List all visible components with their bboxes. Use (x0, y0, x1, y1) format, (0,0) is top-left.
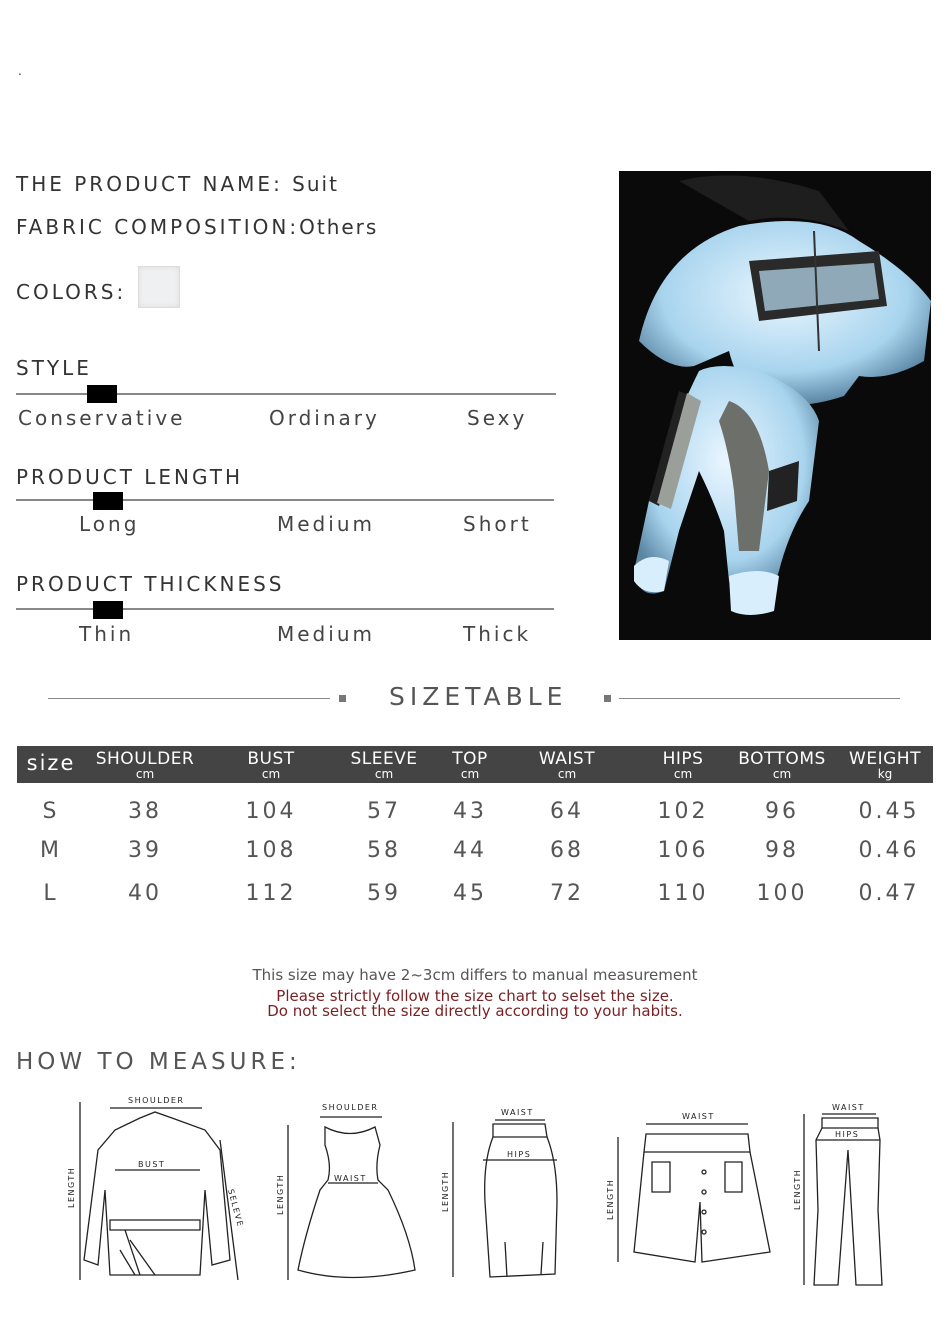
cell-hips: 106 (657, 838, 709, 863)
cell-waist: 68 (550, 838, 584, 863)
pants-length-label: LENGTH (793, 1168, 802, 1210)
cell-shoulder: 38 (128, 799, 162, 824)
cell-size: L (43, 881, 59, 906)
dress-diagram (270, 1095, 420, 1295)
jacket-length-label: LENGTH (67, 1166, 76, 1208)
length-option-medium: Medium (277, 512, 375, 536)
style-marker[interactable] (87, 385, 117, 403)
length-option-short: Short (463, 512, 532, 536)
size-table-header (17, 746, 933, 783)
shorts-waist-label: WAIST (682, 1112, 715, 1121)
cell-weight: 0.45 (858, 799, 920, 824)
cell-top: 44 (453, 838, 487, 863)
jacket-shoulder-label: SHOULDER (128, 1096, 185, 1105)
product-photo (619, 171, 931, 640)
thickness-option-thin: Thin (79, 622, 135, 646)
cell-hips: 110 (657, 881, 709, 906)
product-name-label: THE PRODUCT NAME: (16, 172, 283, 196)
cell-sleeve: 58 (367, 838, 401, 863)
length-marker[interactable] (93, 492, 123, 510)
length-title: PRODUCT LENGTH (16, 465, 244, 489)
fabric-label: FABRIC COMPOSITION: (16, 215, 300, 239)
cell-shoulder: 39 (128, 838, 162, 863)
product-name-row (16, 172, 339, 196)
style-option-ordinary: Ordinary (269, 406, 380, 430)
top-mark: . (18, 64, 22, 78)
cell-waist: 72 (550, 881, 584, 906)
style-option-sexy: Sexy (467, 406, 528, 430)
style-title: STYLE (16, 356, 92, 380)
shorts-length-label: LENGTH (606, 1178, 615, 1220)
cell-hips: 102 (657, 799, 709, 824)
col-bottoms: BOTTOMS cm (738, 749, 826, 781)
size-table-body (17, 795, 933, 915)
cell-bottoms: 98 (765, 838, 799, 863)
col-weight: WEIGHT kg (849, 749, 921, 781)
reflective-suit-illustration (619, 171, 931, 640)
sizetable-title: SIZETABLE (389, 682, 568, 711)
col-shoulder: SHOULDER cm (95, 749, 195, 781)
jacket-diagram (60, 1090, 260, 1290)
pants-hips-label: HIPS (835, 1130, 860, 1139)
cell-size: M (40, 838, 62, 863)
shorts-diagram (600, 1102, 780, 1292)
cell-weight: 0.47 (858, 881, 920, 906)
cell-shoulder: 40 (128, 881, 162, 906)
pants-waist-label: WAIST (832, 1103, 865, 1112)
col-waist: WAIST cm (538, 749, 596, 781)
cell-bust: 108 (245, 838, 297, 863)
cell-waist: 64 (550, 799, 584, 824)
thickness-option-thick: Thick (463, 622, 532, 646)
col-hips: HIPS cm (662, 749, 704, 781)
cell-bottoms: 100 (756, 881, 808, 906)
skirt-length-label: LENGTH (441, 1170, 450, 1212)
thickness-marker[interactable] (93, 601, 123, 619)
colors-label: COLORS: (16, 280, 127, 304)
fabric-value: Others (299, 215, 379, 239)
sizetable-rule-left (48, 698, 330, 699)
dress-waist-label: WAIST (334, 1174, 367, 1183)
cell-top: 45 (453, 881, 487, 906)
length-option-long: Long (79, 512, 140, 536)
style-option-conservative: Conservative (18, 406, 186, 430)
cell-size: S (42, 799, 60, 824)
col-sleeve: SLEEVE cm (350, 749, 418, 781)
cell-sleeve: 57 (367, 799, 401, 824)
skirt-hips-label: HIPS (507, 1150, 532, 1159)
skirt-diagram (435, 1102, 565, 1292)
cell-weight: 0.46 (858, 838, 920, 863)
cell-bust: 104 (245, 799, 297, 824)
dress-length-label: LENGTH (276, 1173, 285, 1215)
cell-sleeve: 59 (367, 881, 401, 906)
fabric-row (16, 215, 378, 239)
sizetable-dot-left (339, 695, 346, 702)
sizetable-dot-right (604, 695, 611, 702)
dress-shoulder-label: SHOULDER (322, 1103, 379, 1112)
col-top: TOP cm (452, 749, 488, 781)
note-measurement: This size may have 2~3cm differs to manual measurement (252, 966, 698, 984)
col-bust: BUST cm (247, 749, 295, 781)
col-size: size (26, 751, 76, 775)
thickness-title: PRODUCT THICKNESS (16, 572, 285, 596)
skirt-waist-label: WAIST (501, 1108, 534, 1117)
color-swatch[interactable] (138, 266, 180, 308)
how-to-measure-title: HOW TO MEASURE: (16, 1049, 301, 1075)
pants-diagram (790, 1100, 910, 1295)
sizetable-rule-right (619, 698, 900, 699)
note-habits: Do not select the size directly according to your habits. (267, 1002, 683, 1020)
cell-bottoms: 96 (765, 799, 799, 824)
cell-top: 43 (453, 799, 487, 824)
note-follow-chart: Please strictly follow the size chart to selset the size. (276, 987, 674, 1005)
thickness-option-medium: Medium (277, 622, 375, 646)
product-name-value: Suit (292, 172, 339, 196)
jacket-sleeve-label: SELEVE (226, 1188, 245, 1229)
cell-bust: 112 (245, 881, 297, 906)
jacket-bust-label: BUST (138, 1160, 166, 1169)
